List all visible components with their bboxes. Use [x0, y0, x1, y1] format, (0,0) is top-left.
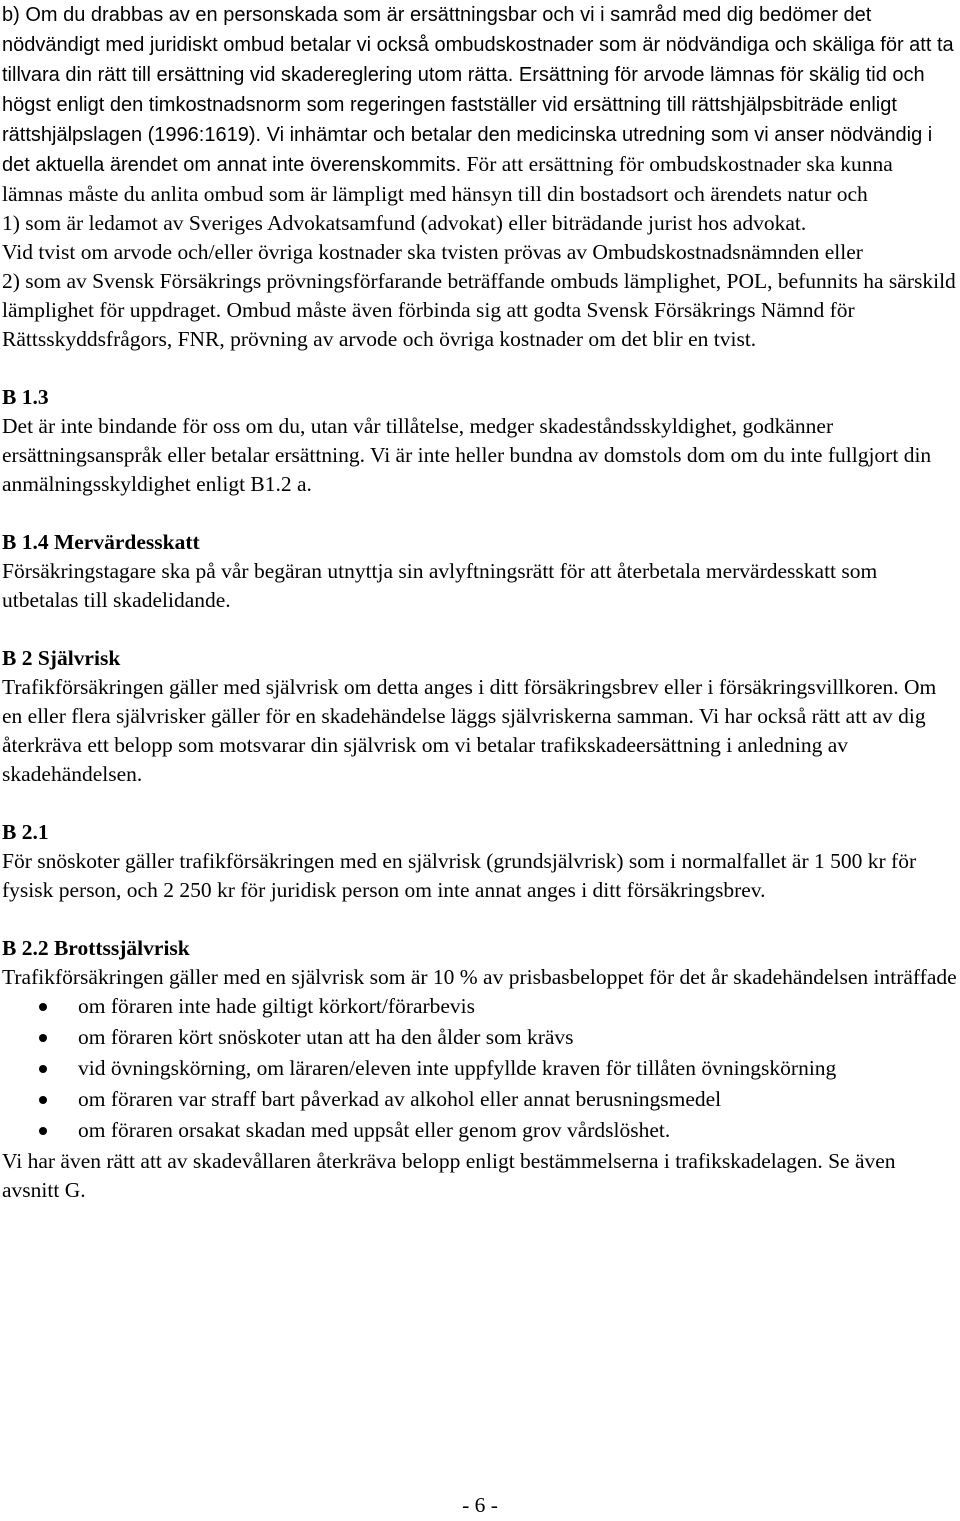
section-body: Det är inte bindande för oss om du, utan vår tillåtelse, medger skadeståndsskyldighet, godkänner ersättningsanspråk eller betalar ersättning. Vi är inte heller bundna av domstols dom om du inte fullgjort din anmälningsskyldighet enligt B1.2 a.: [2, 414, 932, 496]
list-item-1: 1) som är ledamot av Sveriges Advokatsamfund (advokat) eller biträdande jurist hos advokat.: [2, 211, 807, 235]
section-b2: [2, 644, 958, 789]
section-heading: B 2.1: [2, 820, 49, 844]
bullet-icon: [39, 1096, 47, 1104]
list-item-2: 2) som av Svensk Försäkrings prövningsförfarande beträffande ombuds lämplighet, POL, befunnits ha särskild lämplighet för uppdraget. Ombud måste även förbinda sig att godta Svensk Försäkrings Nämnd för Rättsskyddsfrågors, FNR, prövning av arvode och övriga kostnader om det blir en tvist.: [2, 269, 956, 351]
list-item: [2, 1116, 958, 1145]
list-item: [2, 1085, 958, 1114]
intro-serif-text: För att ersättning för ombudskostnader ska kunna lämnas måste du anlita ombud som är lämpligt med hänsyn till din bostadsort och ärendets natur och: [2, 152, 893, 206]
section-body: Trafikförsäkringen gäller med självrisk om detta anges i ditt försäkringsbrev eller i försäkringsvillkoren. Om en eller flera självrisker gäller för en skadehändelse läggs självriskerna samman. Vi har också rätt att av dig återkräva ett belopp som motsvarar din självrisk om vi betalar trafikskadeersättning i anledning av skadehändelsen.: [2, 675, 937, 786]
list-item-1-continuation: Vid tvist om arvode och/eller övriga kostnader ska tvisten prövas av Ombudskostnadsnämnden eller: [2, 240, 863, 264]
section-body: Försäkringstagare ska på vår begäran utnyttja sin avlyftningsrätt för att återbetala mervärdesskatt som utbetalas till skadelidande.: [2, 559, 878, 612]
bullet-text: vid övningskörning, om läraren/eleven inte uppfyllde kraven för tillåten övningskörning: [78, 1056, 837, 1080]
bullet-text: om föraren inte hade giltigt körkort/förarbevis: [78, 994, 476, 1018]
section-b14: [2, 528, 958, 615]
bullet-text: om föraren orsakat skadan med uppsåt eller genom grov vårdslöshet.: [78, 1118, 671, 1142]
list-item: [2, 992, 958, 1021]
bullet-text: om föraren kört snöskoter utan att ha den ålder som krävs: [78, 1025, 574, 1049]
list-item: [2, 1023, 958, 1052]
page-number: - 6 -: [462, 1493, 498, 1517]
section-b13: [2, 383, 958, 499]
section-heading: B 2.2 Brottssjälvrisk: [2, 936, 190, 960]
intro-paragraph: [2, 0, 958, 209]
section-heading: B 1.4 Mervärdesskatt: [2, 530, 200, 554]
bullet-text: om föraren var straff bart påverkad av alkohol eller annat berusningsmedel: [78, 1087, 722, 1111]
section-b21: [2, 818, 958, 905]
section-outro: Vi har även rätt att av skadevållaren återkräva belopp enligt bestämmelserna i trafikskadelagen. Se även avsnitt G.: [2, 1149, 896, 1202]
bullet-icon: [39, 1127, 47, 1135]
section-intro: Trafikförsäkringen gäller med en självrisk som är 10 % av prisbasbeloppet för det år skadehändelsen inträffade: [2, 965, 957, 989]
bullet-icon: [39, 1034, 47, 1042]
section-heading: B 1.3: [2, 385, 49, 409]
bullet-list: [2, 992, 958, 1145]
list-item: [2, 1054, 958, 1083]
section-b22: [2, 934, 958, 1205]
bullet-icon: [39, 1065, 47, 1073]
intro-sans-text: b) Om du drabbas av en personskada som är ersättningsbar och vi i samråd med dig bedömer det nödvändigt med juridiskt ombud betalar vi också ombudskostnader som är nödvändiga och skäliga för att ta tillvara din rätt till ersättning vid skadereglering utom rätta. Ersättning för arvode lämnas för skälig tid och högst enligt den timkostnadsnorm som regeringen fastställer vid ersättning till rättshjälpsbiträde enligt rättshjälpslagen (1996:1619). Vi inhämtar och betalar den medicinska utredning som vi anser nödvändig i det aktuella ärendet om annat inte överenskommits.: [2, 4, 954, 176]
section-heading: B 2 Självrisk: [2, 646, 121, 670]
section-body: För snöskoter gäller trafikförsäkringen med en självrisk (grundsjälvrisk) som i normalfallet är 1 500 kr för fysisk person, och 2 250 kr för juridisk person om inte annat anges i ditt försäkringsbrev.: [2, 849, 917, 902]
bullet-icon: [39, 1003, 47, 1011]
